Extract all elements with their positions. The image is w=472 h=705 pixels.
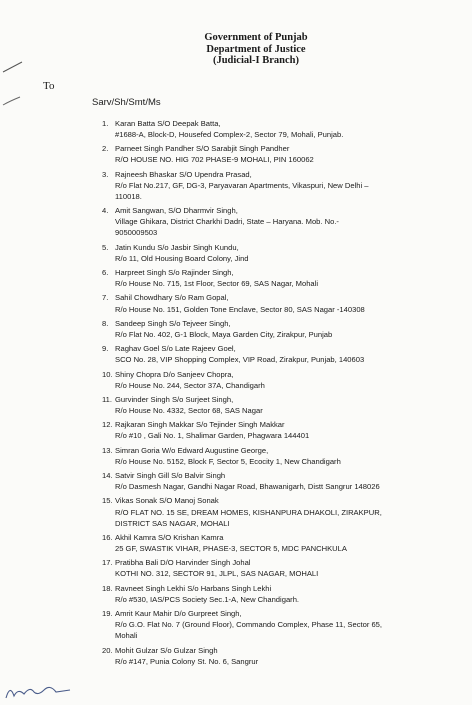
addressee-item xyxy=(102,532,422,554)
addressee-number: 17. xyxy=(102,558,113,568)
addressee-address-line: Mohali xyxy=(115,631,138,641)
addressee-item xyxy=(102,608,422,641)
addressee-address-line: R/o G.O. Flat No. 7 (Ground Floor), Commando Complex, Phase 11, Sector 65, xyxy=(115,620,383,630)
header-government: Government of Punjab xyxy=(204,32,308,43)
addressee-address-line: R/o #147, Punia Colony St. No. 6, Sangrur xyxy=(115,656,259,666)
addressee-number: 3. xyxy=(102,169,109,179)
addressee-item xyxy=(102,205,422,238)
addressee-name: Simran Goria W/o Edward Augustine George, xyxy=(115,445,269,455)
addressee-address-line: KOTHI NO. 312, SECTOR 91, JLPL, SAS NAGAR, MOHALI xyxy=(115,569,319,579)
addressee-item xyxy=(102,583,422,605)
addressee-address-line: R/o House No. 5152, Block F, Sector 5, Ecocity 1, New Chandigarh xyxy=(115,456,341,466)
addressee-name: Gurvinder Singh S/o Surjeet Singh, xyxy=(115,394,234,404)
addressee-number: 13. xyxy=(102,445,113,455)
addressee-address-line: R/o House No. 715, 1st Floor, Sector 69, SAS Nagar, Mohali xyxy=(115,279,319,289)
margin-pen-mark xyxy=(2,60,24,74)
addressee-address-line: R/O HOUSE NO. HIG 702 PHASE-9 MOHALI, PIN 160062 xyxy=(115,155,314,165)
handwritten-signature xyxy=(4,680,74,702)
addressee-item xyxy=(102,343,422,365)
addressee-address-line: DISTRICT SAS NAGAR, MOHALI xyxy=(115,518,230,528)
addressee-item xyxy=(102,169,422,202)
addressee-address-line: 25 GF, SWASTIK VIHAR, PHASE-3, SECTOR 5, MDC PANCHKULA xyxy=(115,544,347,553)
addressee-address-line: R/o 11, Old Housing Board Colony, Jind xyxy=(115,253,249,263)
addressee-item xyxy=(102,369,422,391)
addressee-address-line: R/O FLAT NO. 15 SE, DREAM HOMES, KISHANPURA DHAKOLI, ZIRAKPUR, xyxy=(115,507,382,517)
addressee-address-line: R/o House No. 244, Sector 37A, Chandigarh xyxy=(115,380,265,390)
addressee-number: 15. xyxy=(102,496,113,506)
addressee-name: Ravneet Singh Lekhi S/o Harbans Singh Lekhi xyxy=(115,583,272,593)
addressee-number: 18. xyxy=(102,583,113,593)
addressee-number: 14. xyxy=(102,471,113,481)
addressee-number: 5. xyxy=(102,242,109,252)
addressee-item xyxy=(102,419,422,441)
addressee-item xyxy=(102,267,422,289)
addressee-name: Pratibha Bali D/O Harvinder Singh Johal xyxy=(115,558,251,568)
addressee-address-line: R/o Dasmesh Nagar, Gandhi Nagar Road, Bhawanigarh, Distt Sangrur 148026 xyxy=(115,482,380,492)
addressee-item xyxy=(102,470,422,492)
addressee-number: 6. xyxy=(102,268,109,278)
addressee-name: Jatin Kundu S/o Jasbir Singh Kundu, xyxy=(115,242,239,252)
addressee-name: Rajkaran Singh Makkar S/o Tejinder Singh Makkar xyxy=(115,420,285,430)
addressee-address-line: R/o #10 , Gali No. 1, Shalimar Garden, Phagwara 144401 xyxy=(115,431,310,441)
addressee-address-line: 110018. xyxy=(115,191,142,201)
addressee-name: Akhil Kamra S/O Krishan Kamra xyxy=(115,532,224,542)
addressee-number: 10. xyxy=(102,369,113,379)
addressee-number: 12. xyxy=(102,420,113,430)
margin-pen-mark xyxy=(2,95,22,107)
addressee-address-line: R/o Flat No.217, GF, DG-3, Paryavaran Apartments, Vikaspuri, New Delhi – xyxy=(115,180,369,190)
addressee-number: 11. xyxy=(102,394,112,404)
addressee-name: Mohit Gulzar S/o Gulzar Singh xyxy=(115,645,218,655)
header-department: Department of Justice xyxy=(206,43,306,55)
addressee-item xyxy=(102,143,422,165)
addressee-number: 2. xyxy=(102,144,109,154)
addressee-address-line: R/o House No. 151, Golden Tone Enclave, Sector 80, SAS Nagar -140308 xyxy=(115,304,365,314)
addressee-address-line: 9050009503 xyxy=(115,228,158,238)
addressee-name: Sahil Chowdhary S/o Ram Gopal, xyxy=(115,293,229,303)
addressee-address-line: SCO No. 28, VIP Shopping Complex, VIP Road, Zirakpur, Punjab, 140603 xyxy=(115,355,365,365)
addressee-address-line: R/o House No. 4332, Sector 68, SAS Nagar xyxy=(115,406,263,416)
addressee-number: 4. xyxy=(102,206,109,216)
addressee-name: Amrit Kaur Mahir D/o Gurpreet Singh, xyxy=(115,609,242,619)
addressee-name: Amit Sangwan, S/O Dharmvir Singh, xyxy=(115,206,238,216)
salutation: Sarv/Sh/Smt/Ms xyxy=(92,97,161,108)
addressee-item xyxy=(102,292,422,314)
addressee-number: 7. xyxy=(102,293,109,303)
addressee-item xyxy=(102,118,422,140)
to-label: To xyxy=(43,80,55,92)
addressee-address-line: Village Ghikara, District Charkhi Dadri, State – Haryana. Mob. No.- xyxy=(115,217,339,227)
addressee-item xyxy=(102,557,422,579)
addressee-name: Vikas Sonak S/O Manoj Sonak xyxy=(115,496,219,506)
addressee-name: Raghav Goel S/o Late Rajeev Goel, xyxy=(115,344,236,354)
addressee-address-line: R/o Flat No. 402, G-1 Block, Maya Garden City, Zirakpur, Punjab xyxy=(115,329,333,339)
addressee-name: Parneet Singh Pandher S/O Sarabjit Singh Pandher xyxy=(115,144,290,154)
header-branch: (Judicial-I Branch) xyxy=(212,55,300,66)
addressee-item xyxy=(102,445,422,467)
addressee-name: Harpreet Singh S/o Rajinder Singh, xyxy=(115,268,234,278)
addressee-address-line: #1688-A, Block-D, Housefed Complex-2, Sector 79, Mohali, Punjab. xyxy=(115,130,344,140)
addressee-item xyxy=(102,318,422,340)
addressee-name: Karan Batta S/O Deepak Batta, xyxy=(115,119,221,128)
addressee-address-line: R/o #530, IAS/PCS Society Sec.1-A, New Chandigarh. xyxy=(115,594,300,604)
addressee-name: Shiny Chopra D/o Sanjeev Chopra, xyxy=(115,369,234,379)
addressee-number: 20. xyxy=(102,645,113,655)
addressee-number: 1. xyxy=(102,119,109,128)
addressee-number: 19. xyxy=(102,609,113,619)
addressee-number: 9. xyxy=(102,344,109,354)
addressee-name: Rajneesh Bhaskar S/O Upendra Prasad, xyxy=(115,169,252,179)
addressee-number: 8. xyxy=(102,318,109,328)
addressee-name: Satvir Singh Gill S/o Balvir Singh xyxy=(115,471,226,481)
letter-header xyxy=(0,32,472,67)
addressee-item xyxy=(102,394,422,416)
addressee-item xyxy=(102,495,422,528)
addressee-item xyxy=(102,645,422,667)
addressee-number: 16. xyxy=(102,532,113,542)
addressee-name: Sandeep Singh S/o Tejveer Singh, xyxy=(115,318,231,328)
addressee-list xyxy=(102,118,422,670)
addressee-item xyxy=(102,242,422,264)
